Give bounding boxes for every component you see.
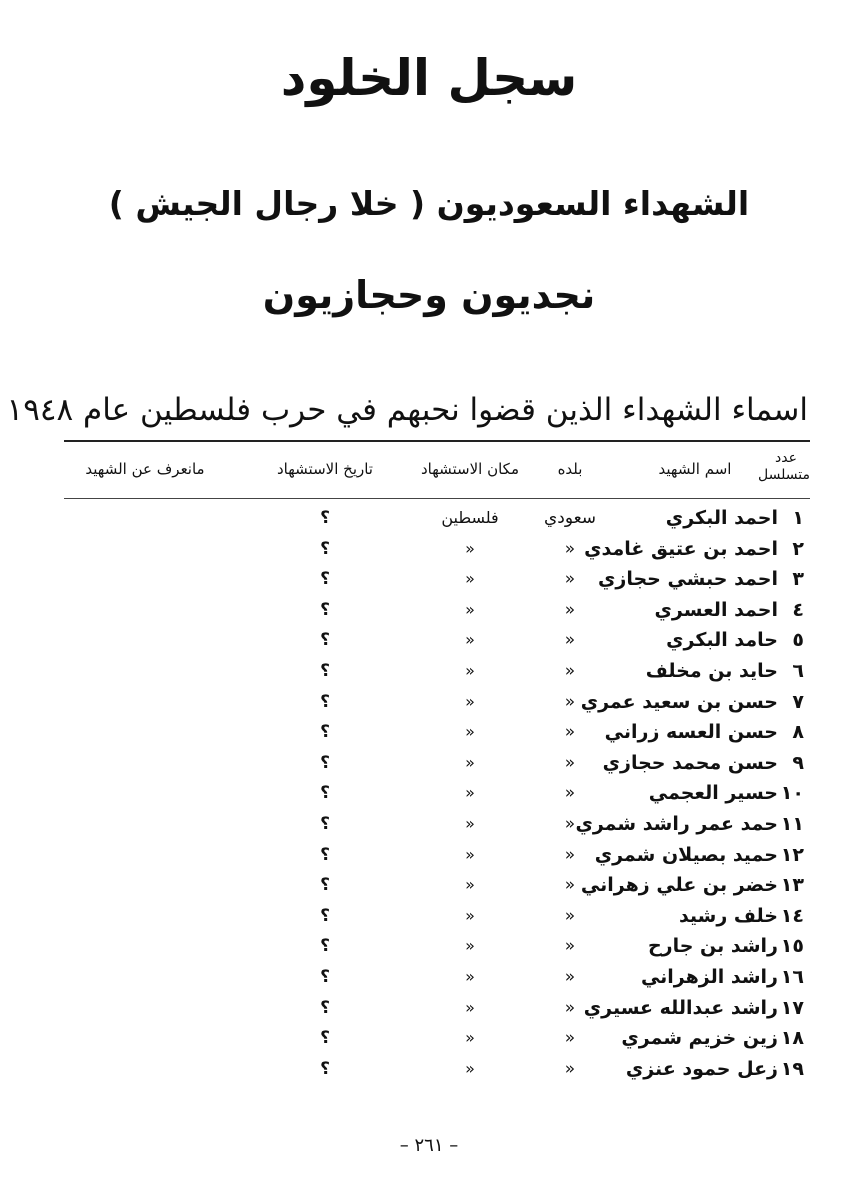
martyr-country: « [564,905,576,926]
martyrdom-date: ؟ [320,875,330,896]
martyr-name: خلف رشيد [678,904,778,927]
row-number: ١٩ [780,1057,804,1080]
martyrdom-place: « [465,1028,475,1048]
table-row [0,931,858,961]
martyr-notes [70,564,220,594]
table-row [0,687,858,717]
row-number: ١ [792,507,804,529]
row-number: ١١ [780,813,804,835]
table-row [0,748,858,778]
martyr-notes [70,993,220,1023]
martyrdom-date: ؟ [320,1058,330,1079]
martyrdom-place: « [465,997,475,1017]
table-row [0,1054,858,1084]
table-row [0,625,858,655]
martyr-country: « [564,1058,576,1079]
martyr-name: حايد بن مخلف [645,660,778,682]
table-row [0,962,858,992]
martyr-notes [70,778,220,808]
row-number: ٥ [792,629,804,652]
martyr-name: راشد عبدالله عسيري [583,996,778,1019]
martyr-notes [70,931,220,961]
table-row [0,534,858,564]
martyrdom-place: « [465,1058,475,1078]
column-header-serial [758,450,810,484]
table-row [0,656,858,686]
martyr-notes [70,656,220,686]
martyr-name: احمد البكري [665,507,778,529]
martyrdom-date: ؟ [320,1028,330,1049]
martyrdom-date: ؟ [320,599,330,620]
column-header-date: تاريخ الاستشهاد [277,460,373,478]
martyr-notes [70,748,220,778]
martyrdom-place: « [465,691,475,711]
table-row [0,717,858,747]
martyrdom-date: ؟ [320,936,330,957]
martyr-country: « [564,599,576,620]
martyr-notes [70,901,220,931]
martyrdom-date: ؟ [320,630,330,651]
martyrdom-date: ؟ [320,905,330,926]
column-header-serial-label: عدد متسلسل [758,450,810,483]
martyr-name: زعل حمود عنزي [625,1057,778,1080]
martyr-name: راشد بن جارح [647,935,778,958]
martyrdom-date: ؟ [320,967,330,987]
row-number: ٦ [792,660,804,682]
martyrdom-date: ؟ [320,538,330,559]
martyr-country: « [564,875,576,896]
page-subtitle: الشهداء السعوديون ( خلا رجال الجيش ) [108,184,750,223]
martyrdom-date: ؟ [320,752,330,773]
martyr-country: « [564,814,576,834]
martyr-country: « [564,569,576,590]
martyr-notes [70,1023,220,1053]
martyrdom-date: ؟ [320,997,330,1018]
column-header-place: مكان الاستشهاد [420,460,520,478]
row-number: ٧ [792,690,804,713]
row-number: ١٧ [780,996,804,1019]
table-row [0,809,858,839]
column-header-country: بلده [557,460,583,478]
martyrdom-date: ؟ [320,691,330,712]
heading-rule [64,440,810,442]
martyrdom-place: « [465,844,475,864]
table-row [0,993,858,1023]
page-number: – ٢٦١ – [399,1135,459,1156]
martyr-country: « [564,1028,576,1049]
martyr-country: « [564,997,576,1018]
martyrdom-place: « [465,630,475,650]
martyrdom-place: « [465,569,475,589]
martyr-name: احمد العسري [654,598,778,621]
martyrdom-place: « [465,752,475,772]
martyr-notes [70,840,220,870]
row-number: ٤ [792,598,804,621]
martyr-country: « [564,538,576,559]
martyr-country: « [564,783,576,804]
martyr-name: حسير العجمي [648,782,778,805]
martyr-country: سعودي [543,508,597,528]
row-number: ١٦ [780,966,804,988]
martyr-notes [70,1054,220,1084]
martyr-notes [70,870,220,900]
martyr-country: « [564,661,576,681]
martyrdom-place: « [465,599,475,619]
martyr-country: « [564,967,576,987]
martyr-country: « [564,844,576,865]
row-number: ١٣ [780,874,804,897]
header-rule [64,498,810,499]
column-header-notes: مانعرف عن الشهيد [85,460,205,478]
martyrdom-place: فلسطين [441,508,499,527]
martyrdom-date: ؟ [320,844,330,865]
martyr-notes [70,962,220,992]
martyr-country: « [564,936,576,957]
martyr-country: « [564,630,576,651]
martyr-notes [70,503,220,533]
row-number: ١٤ [780,904,804,927]
martyrdom-place: « [465,661,475,680]
martyr-notes [70,687,220,717]
martyrdom-place: « [465,967,475,986]
martyr-name: راشد الزهراني [640,966,778,988]
row-number: ١٥ [780,935,804,958]
martyr-notes [70,595,220,625]
table-row [0,595,858,625]
martyr-notes [70,625,220,655]
row-number: ١٢ [780,843,804,866]
martyr-name: حامد البكري [666,629,778,652]
martyr-country: « [564,752,576,773]
martyrdom-place: « [465,722,475,742]
martyrdom-date: ؟ [320,508,330,528]
table-row [0,778,858,808]
page-title: سجل الخلود [280,49,578,107]
table-row [0,870,858,900]
table-heading: اسماء الشهداء الذين قضوا نحبهم في حرب فلسطين عام ١٩٤٨ [6,392,808,428]
martyr-name: زين خزيم شمري [621,1027,778,1050]
martyrdom-place: « [465,875,475,895]
martyrdom-place: « [465,905,475,925]
martyr-name: حسن بن سعيد عمري [580,690,778,713]
martyrdom-date: ؟ [320,814,330,834]
row-number: ٨ [792,721,804,744]
martyr-country: « [564,691,576,712]
martyr-name: خضر بن علي زهراني [580,874,778,897]
martyrdom-place: « [465,783,475,803]
martyr-notes [70,809,220,839]
row-number: ٣ [792,568,804,591]
table-row [0,840,858,870]
martyr-notes [70,534,220,564]
martyrdom-place: « [465,538,475,558]
martyr-name: حميد بصيلان شمري [594,843,778,866]
row-number: ٩ [792,751,804,774]
martyrdom-date: ؟ [320,722,330,743]
martyrdom-date: ؟ [320,783,330,804]
table-row [0,564,858,594]
table-row [0,1023,858,1053]
row-number: ١٨ [780,1027,804,1050]
martyrdom-place: « [465,814,475,833]
page-subtitle-secondary: نجديون وحجازيون [262,273,596,317]
martyr-country: « [564,722,576,743]
martyr-name: احمد بن عتيق غامدي [584,537,778,560]
martyr-name: حسن العسه زراني [604,721,778,744]
column-header-name: اسم الشهيد [658,460,732,478]
martyrdom-date: ؟ [320,569,330,590]
martyrdom-date: ؟ [320,661,330,681]
table-row [0,503,858,533]
martyr-name: احمد حبشي حجازي [597,568,778,591]
martyr-name: حمد عمر راشد شمري [575,813,778,835]
table-row [0,901,858,931]
row-number: ١٠ [780,782,804,805]
row-number: ٢ [792,537,804,560]
martyr-notes [70,717,220,747]
martyrdom-place: « [465,936,475,956]
martyr-name: حسن محمد حجازي [602,751,778,774]
